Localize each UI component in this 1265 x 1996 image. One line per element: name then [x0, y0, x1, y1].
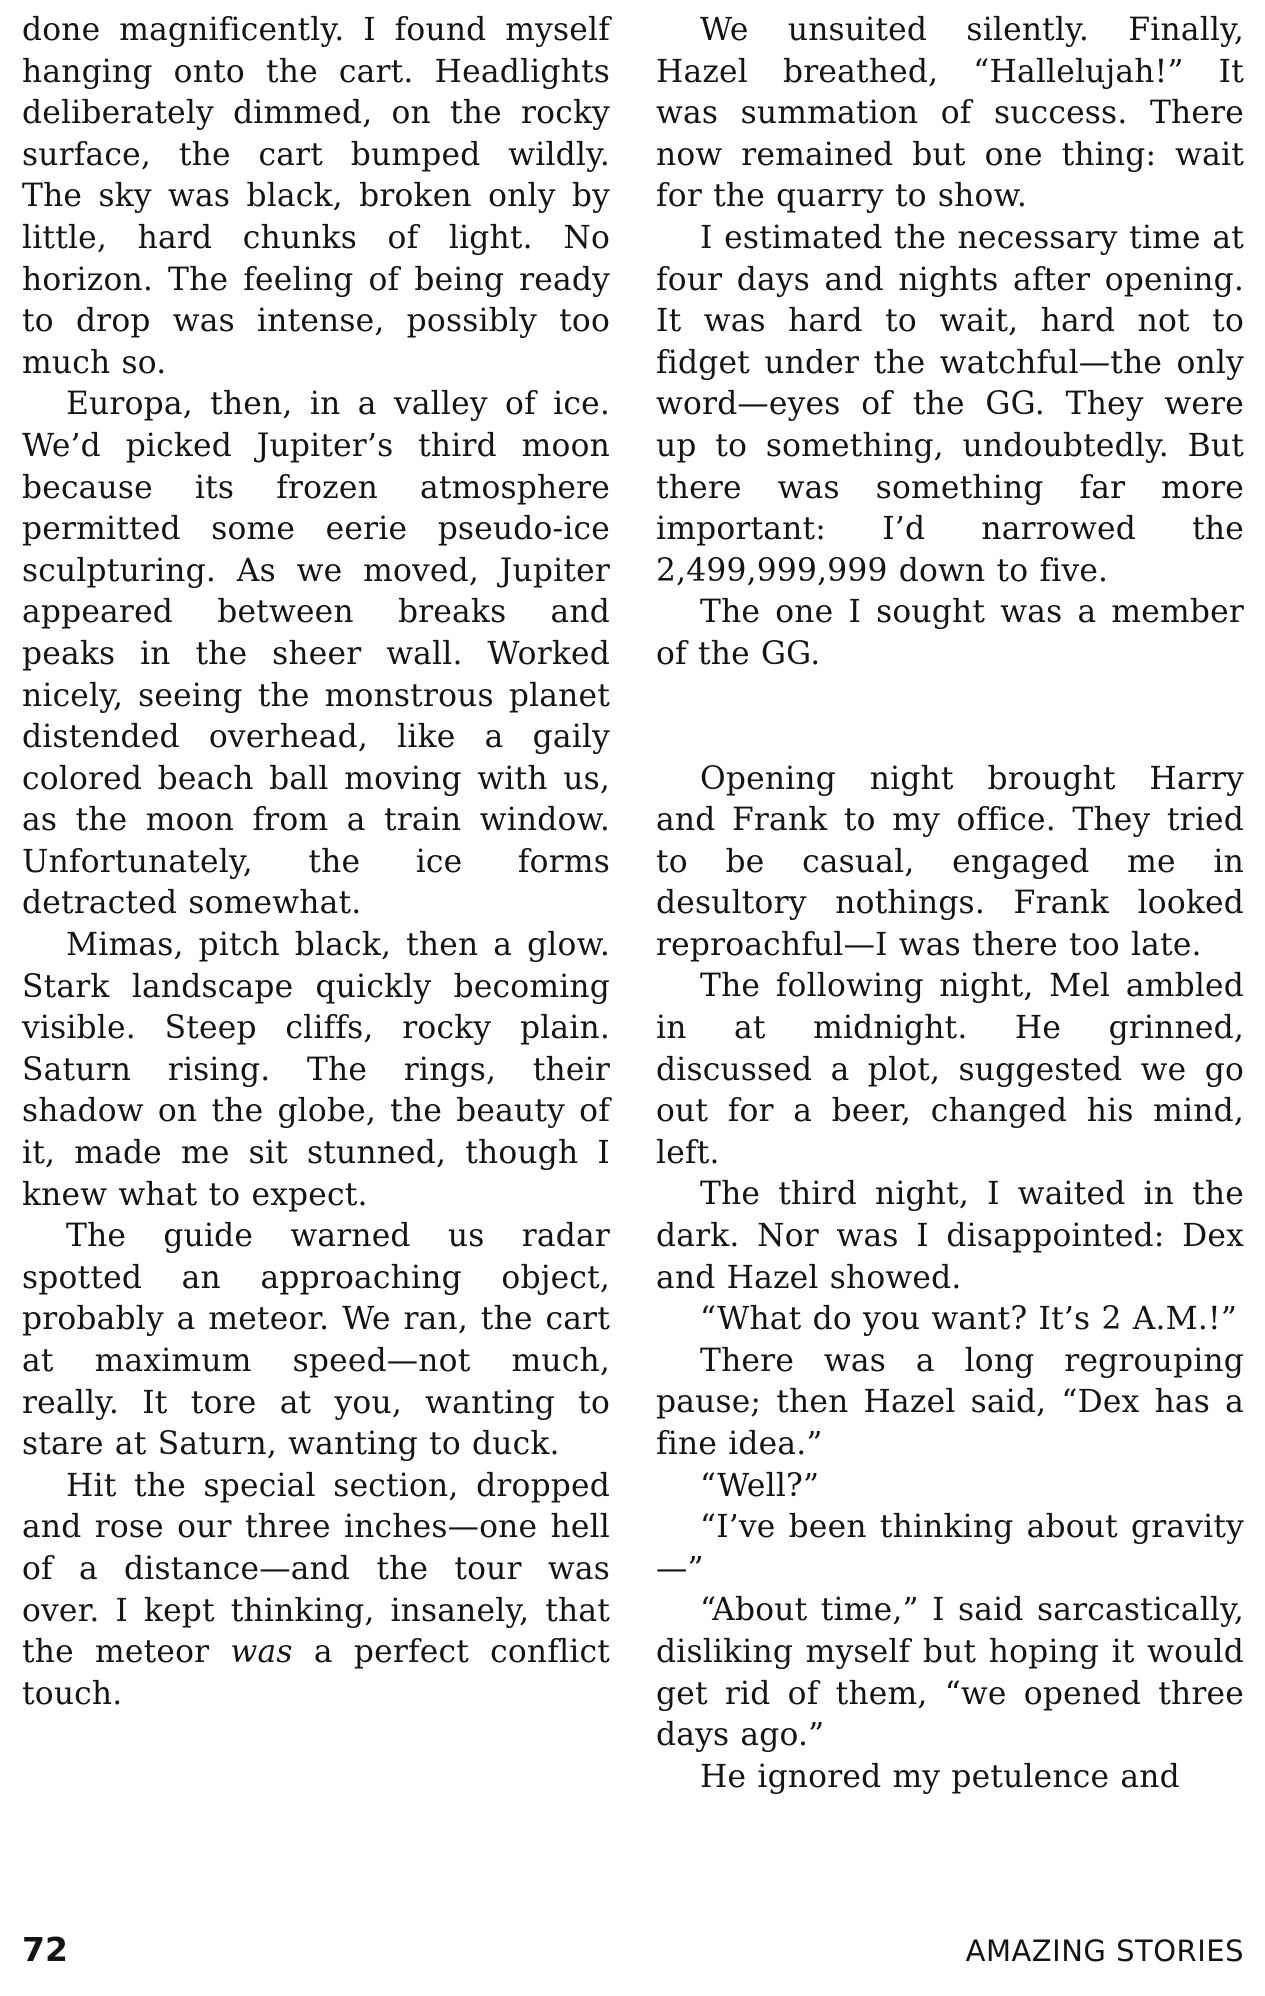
paragraph-text: Hit the special section, dropped and rose our three inches—one hell of a distance—and the tour was over. I kept thinking, insanely, that the meteor	[22, 1467, 610, 1671]
paragraph: done magnificently. I found myself hanging onto the cart. Headlights deliberately dimmed, on the rocky surface, the cart bumped wildly. The sky was black, broken only by little, hard chunks of light. No horizon. The feeling of being ready to drop was intense, possibly too much so.	[22, 12, 610, 381]
emphasis-word: was	[230, 1634, 293, 1671]
page-number: 72	[22, 1930, 68, 1969]
paragraph: Europa, then, in a valley of ice. We’d picked Jupiter’s third moon because its frozen atmosphere permitted some eerie pseudo-ice sculpturing. As we moved, Jupiter appeared between breaks and peaks in the sheer wall. Worked nicely, seeing the monstrous planet distended overhead, like a gaily colored beach ball moving with us, as the moon from a train window. Unfortunately, the ice forms detracted somewhat.	[22, 386, 610, 922]
paragraph: We unsuited silently. Finally, Hazel breathed, “Hallelujah!” It was summation of success. There now remained but one thing: wait for the quarry to show.	[656, 12, 1244, 215]
paragraph: “What do you want? It’s 2 A.M.!”	[700, 1301, 1238, 1338]
paragraph: The one I sought was a member of the GG.	[656, 594, 1244, 672]
paragraph: The following night, Mel ambled in at midnight. He grinned, discussed a plot, suggested we go out for a beer, changed his mind, left.	[656, 968, 1244, 1171]
magazine-title: AMAZING STORIES	[965, 1934, 1244, 1968]
paragraph: I estimated the necessary time at four days and nights after opening. It was hard to wait, hard not to fidget under the watchful—the only word—eyes of the GG. They were up to something, undoubtedly. But there was something far more important: I’d narrowed the 2,499,999,999 down to five.	[656, 219, 1244, 589]
right-column	[656, 10, 1244, 1798]
left-column	[22, 10, 610, 1715]
paragraph: The guide warned us radar spotted an approaching object, probably a meteor. We ran, the cart at maximum speed—not much, really. It tore at you, wanting to stare at Saturn, wanting to duck.	[22, 1218, 610, 1463]
paragraph: The third night, I waited in the dark. Nor was I disappointed: Dex and Hazel showed.	[656, 1176, 1244, 1296]
paragraph: There was a long regrouping pause; then Hazel said, “Dex has a fine idea.”	[656, 1342, 1244, 1462]
paragraph	[22, 1466, 610, 1716]
magazine-page	[22, 10, 1244, 1986]
page-footer	[22, 1930, 1244, 1974]
paragraph: “Well?”	[700, 1467, 820, 1504]
paragraph: “About time,” I said sarcastically, disliking myself but hoping it would get rid of them, “we opened three days ago.”	[656, 1592, 1244, 1754]
paragraph-text: a perfect conflict touch.	[22, 1634, 611, 1712]
paragraph: “I’ve been thinking about gravity—”	[656, 1509, 1244, 1587]
paragraph: Mimas, pitch black, then a glow. Stark landscape quickly becoming visible. Steep cliffs, rocky plain. Saturn rising. The rings, their shadow on the globe, the beauty of it, made me sit stunned, though I knew what to expect.	[22, 927, 610, 1213]
paragraph: He ignored my petulence and	[700, 1758, 1180, 1795]
paragraph: Opening night brought Harry and Frank to my office. They tried to be casual, engaged me in desultory nothings. Frank looked reproachful—I was there too late.	[656, 760, 1244, 963]
